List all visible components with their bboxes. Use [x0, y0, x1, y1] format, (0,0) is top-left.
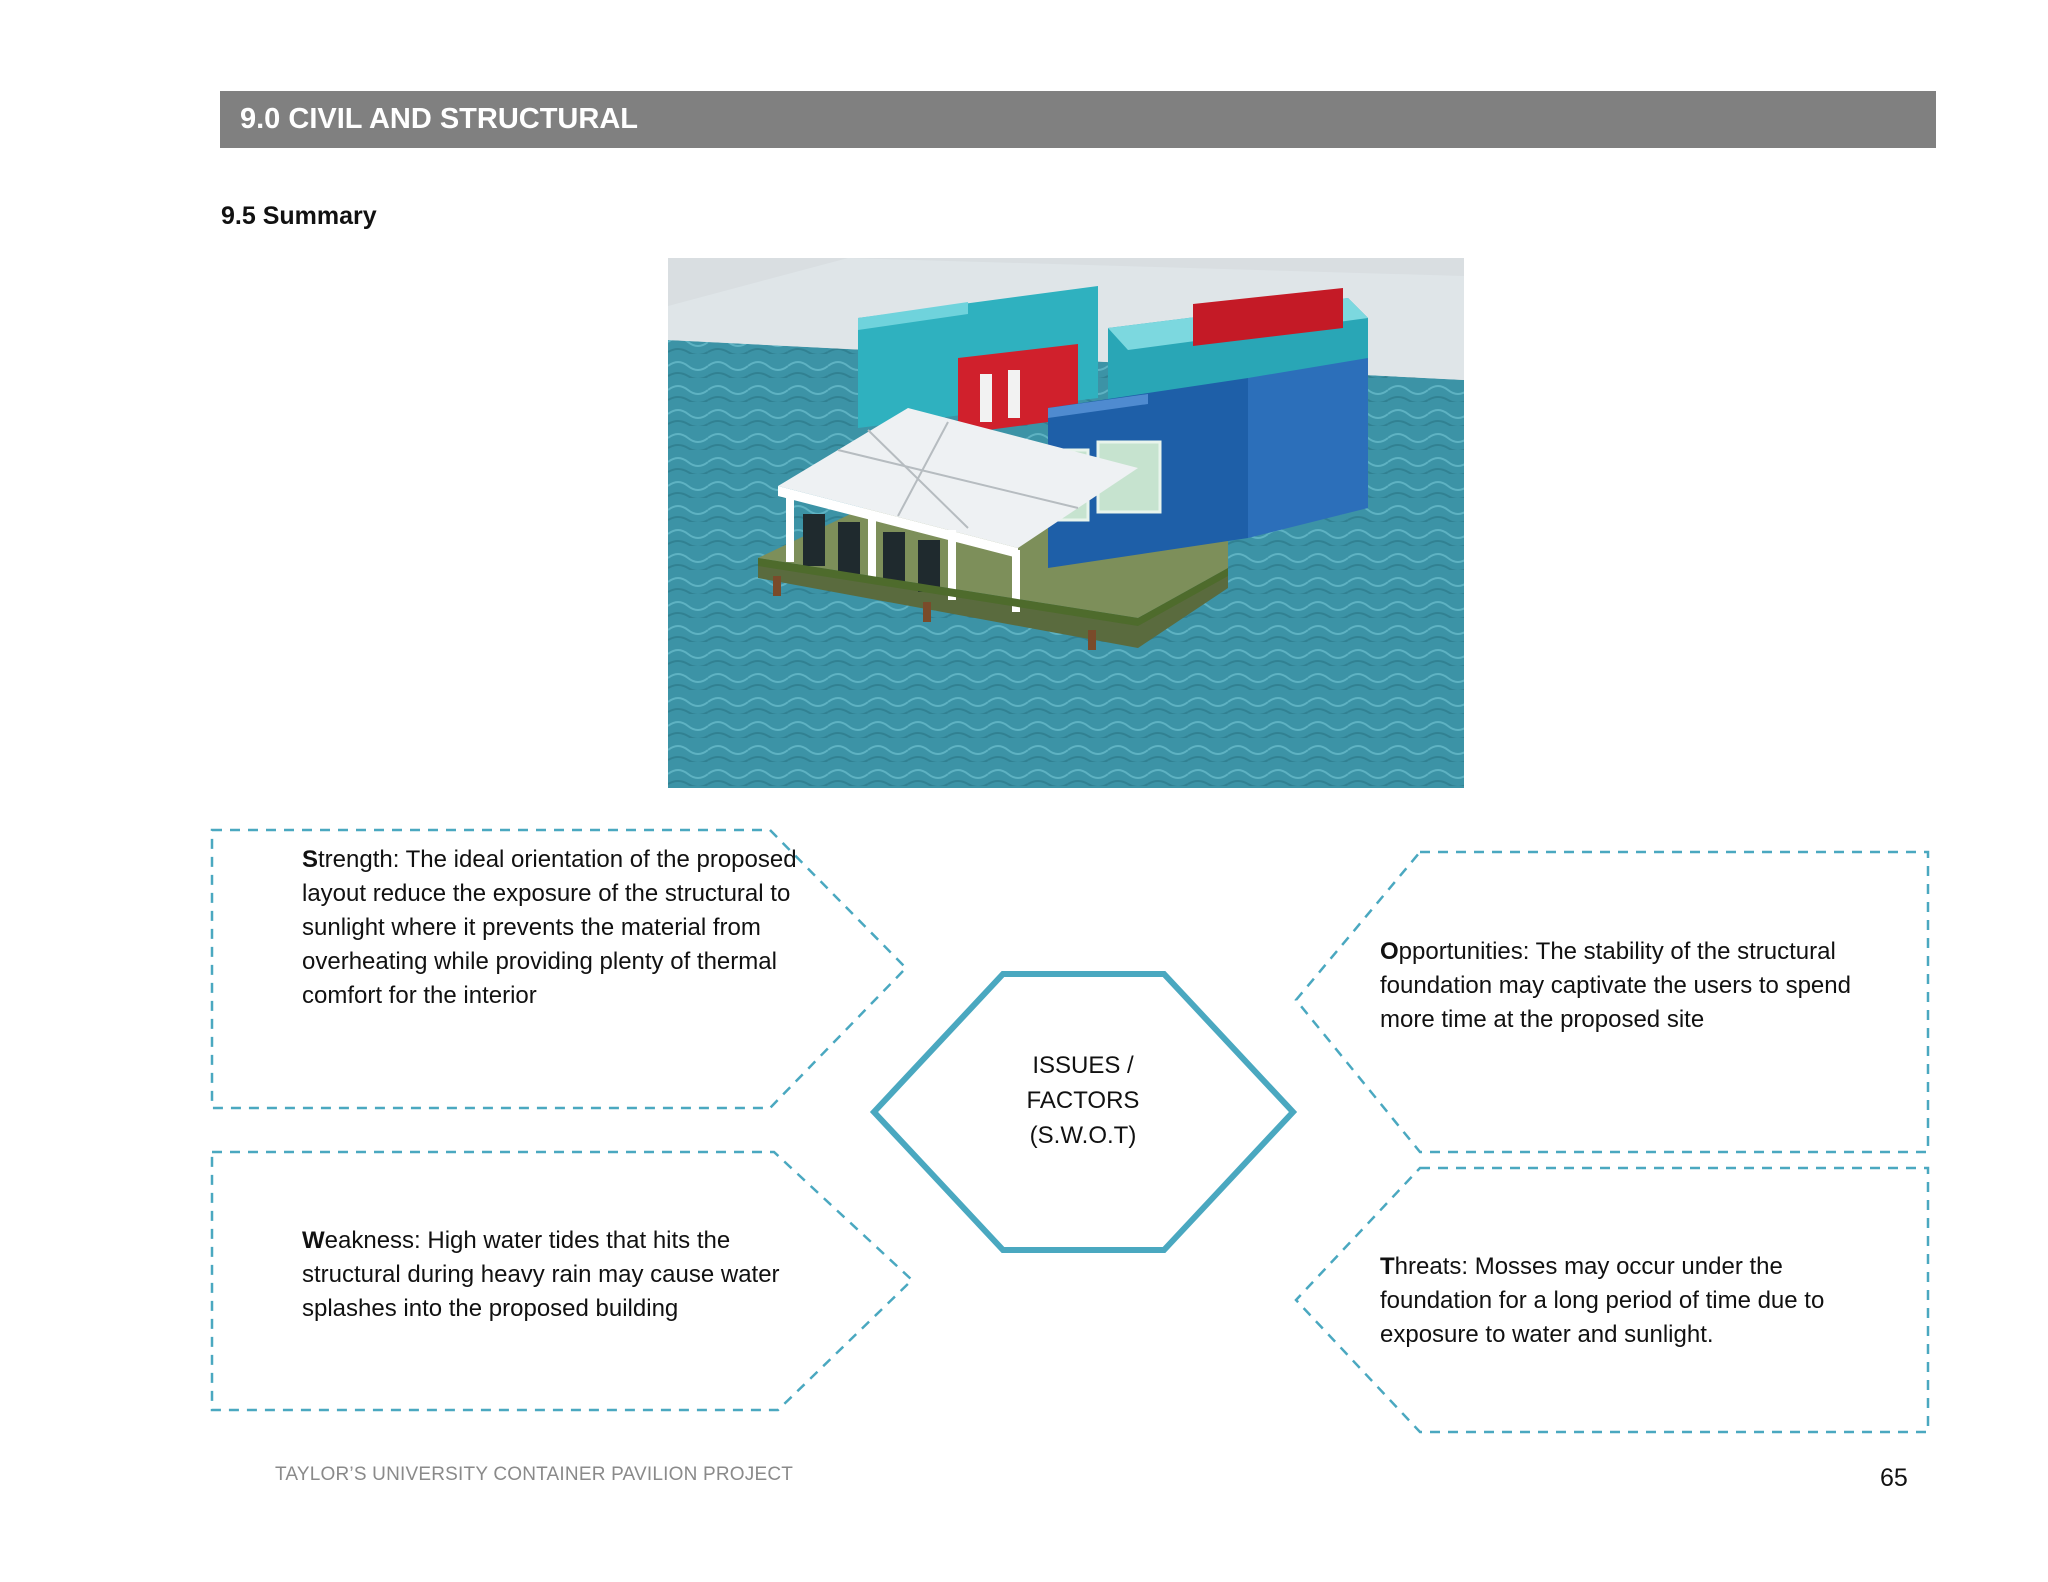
strength-body: trength: The ideal orientation of the proposed layout reduce the exposure of the structural to sunlight where it prevents the material from overheating while providing plenty of thermal comfort for the interior: [302, 846, 797, 1009]
threats-body: hreats: Mosses may occur under the foundation for a long period of time due to exposure to water and sunlight.: [1380, 1253, 1825, 1348]
opportunities-initial: O: [1380, 938, 1399, 965]
center-label-line-3: (S.W.O.T): [1029, 1122, 1137, 1149]
opportunities-text: [1380, 935, 1880, 1037]
opportunities-body: pportunities: The stability of the structural foundation may captivate the users to spend more time at the proposed site: [1380, 938, 1851, 1033]
center-label-line-2: FACTORS: [1026, 1087, 1140, 1114]
section-title: 9.0 CIVIL AND STRUCTURAL: [240, 103, 638, 135]
strength-initial: S: [302, 846, 319, 873]
weakness-initial: W: [302, 1227, 325, 1254]
page-number: 65: [1880, 1464, 1908, 1492]
strength-text: [302, 843, 822, 1013]
threats-text: [1380, 1250, 1880, 1352]
swot-center-label: [983, 1048, 1183, 1153]
weakness-body: eakness: High water tides that hits the structural during heavy rain may cause water splashes into the proposed building: [302, 1227, 780, 1322]
center-label-line-1: ISSUES /: [1032, 1052, 1134, 1079]
subsection-heading: 9.5 Summary: [221, 202, 377, 230]
weakness-text: [302, 1224, 832, 1322]
footer-project-name: TAYLOR’S UNIVERSITY CONTAINER PAVILION PROJECT: [275, 1464, 794, 1485]
threats-initial: T: [1380, 1253, 1395, 1280]
